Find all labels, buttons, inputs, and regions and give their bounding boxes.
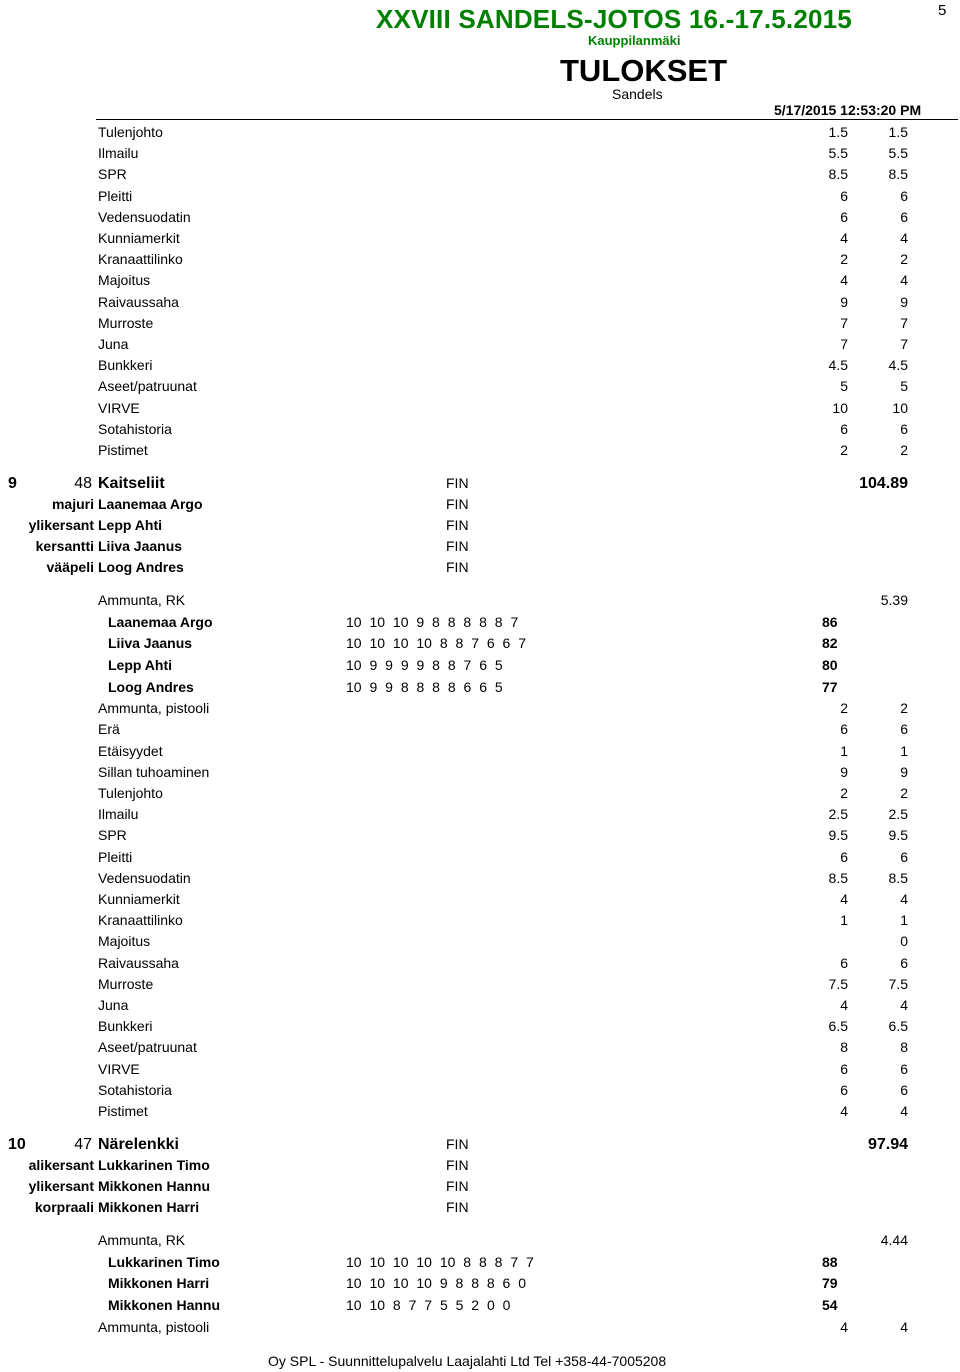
event-name: Ilmailu [98, 145, 139, 161]
event-name: Bunkkeri [98, 357, 153, 373]
event-points: 1 [840, 743, 848, 759]
event-name: Aseet/patruunat [98, 1039, 197, 1055]
team-country: FIN [446, 475, 469, 491]
shooter-total: 88 [822, 1254, 838, 1270]
event-row [0, 698, 960, 720]
event-row [0, 398, 960, 420]
event-total: 6 [900, 849, 908, 865]
event-points: 6 [840, 721, 848, 737]
event-row [0, 186, 960, 208]
event-name: Raivaussaha [98, 955, 179, 971]
member-rank: majuri [51, 496, 94, 512]
event-row [0, 931, 960, 953]
event-points: 7.5 [828, 976, 848, 992]
event-total: 6 [900, 209, 908, 225]
shooter-total: 54 [822, 1297, 838, 1313]
event-row [0, 719, 960, 741]
member-rank: ylikersant [28, 517, 94, 533]
event-row [0, 804, 960, 826]
event-row [0, 355, 960, 377]
event-total: 1.5 [888, 124, 908, 140]
event-name: Pistimet [98, 442, 148, 458]
header-row [0, 1230, 960, 1252]
team-number: 47 [74, 1136, 92, 1153]
member-country: FIN [446, 559, 469, 575]
event-total: 6 [900, 721, 908, 737]
shooter-name: Lukkarinen Timo [108, 1254, 220, 1270]
shooter-shots: 10 10 10 10 8 8 7 6 6 7 [346, 635, 527, 651]
event-total: 4.5 [888, 357, 908, 373]
member-country: FIN [446, 517, 469, 533]
event-row [0, 953, 960, 975]
event-name: Tulenjohto [98, 785, 163, 801]
event-total: 8 [900, 1039, 908, 1055]
event-name: Kranaattilinko [98, 251, 183, 267]
member-row [0, 494, 960, 516]
event-name: Sotahistoria [98, 1082, 172, 1098]
event-row [0, 1317, 960, 1339]
member-name: Mikkonen Hannu [98, 1178, 211, 1194]
results-heading: TULOKSET [560, 53, 728, 88]
member-row [0, 557, 960, 579]
event-row [0, 847, 960, 869]
event-points: 8 [840, 1039, 848, 1055]
event-row [0, 313, 960, 335]
event-name: Sillan tuhoaminen [98, 764, 210, 780]
shooter-total: 77 [822, 679, 838, 695]
competition-venue: Kauppilanmäki [588, 33, 681, 48]
event-total: 2 [900, 442, 908, 458]
event-row [0, 889, 960, 911]
event-points: 4 [840, 230, 848, 246]
shooter-row [0, 1252, 960, 1274]
member-name: Mikkonen Harri [98, 1199, 200, 1215]
event-total: 7 [900, 315, 908, 331]
event-name: Juna [98, 997, 129, 1013]
event-total: 9.5 [888, 827, 908, 843]
event-total: 1 [900, 743, 908, 759]
event-points: 4 [840, 891, 848, 907]
shooter-row [0, 1295, 960, 1317]
event-points: 4 [840, 1319, 848, 1335]
event-row [0, 1037, 960, 1059]
event-name: Murroste [98, 315, 154, 331]
member-name: Lukkarinen Timo [98, 1157, 210, 1173]
event-row [0, 1016, 960, 1038]
event-points: 7 [840, 315, 848, 331]
event-row [0, 228, 960, 250]
event-name: Erä [98, 721, 120, 737]
team-name: Närelenkki [98, 1136, 179, 1153]
event-row [0, 376, 960, 398]
event-row [0, 783, 960, 805]
event-name: Kunniamerkit [98, 891, 180, 907]
shooter-name: Mikkonen Hannu [108, 1297, 221, 1313]
team-name: Kaitseliit [98, 475, 165, 492]
shooter-row [0, 633, 960, 655]
event-total: 4 [900, 272, 908, 288]
shooter-name: Liiva Jaanus [108, 635, 193, 651]
event-points: 2 [840, 442, 848, 458]
shooter-shots: 10 10 10 9 8 8 8 8 8 7 [346, 614, 519, 630]
event-total: 7.5 [888, 976, 908, 992]
event-name: Ammunta, pistooli [98, 1319, 210, 1335]
event-row [0, 334, 960, 356]
event-points: 9 [840, 764, 848, 780]
shooter-shots: 10 10 10 10 9 8 8 8 6 0 [346, 1275, 527, 1291]
event-row [0, 143, 960, 165]
shooter-total: 86 [822, 614, 838, 630]
event-total: 8.5 [888, 166, 908, 182]
event-name: Ammunta, pistooli [98, 700, 210, 716]
section-score: 4.44 [880, 1232, 908, 1248]
member-country: FIN [446, 1199, 469, 1215]
section-name: Ammunta, RK [98, 592, 186, 608]
event-name: Kunniamerkit [98, 230, 180, 246]
event-name: Sotahistoria [98, 421, 172, 437]
event-points: 4.5 [828, 357, 848, 373]
event-points: 6.5 [828, 1018, 848, 1034]
event-row [0, 868, 960, 890]
event-points: 6 [840, 955, 848, 971]
section-score: 5.39 [880, 592, 908, 608]
event-name: Pistimet [98, 1103, 148, 1119]
event-name: Juna [98, 336, 129, 352]
event-name: Majoitus [98, 933, 151, 949]
event-points: 9 [840, 294, 848, 310]
event-name: Vedensuodatin [98, 870, 191, 886]
team-country: FIN [446, 1136, 469, 1152]
event-points: 6 [840, 849, 848, 865]
member-name: Laanemaa Argo [98, 496, 203, 512]
event-total: 4 [900, 997, 908, 1013]
event-name: Ilmailu [98, 806, 139, 822]
event-points: 2 [840, 785, 848, 801]
shooter-row [0, 612, 960, 634]
member-row [0, 1155, 960, 1177]
member-row [0, 515, 960, 537]
event-total: 2 [900, 700, 908, 716]
member-country: FIN [446, 1157, 469, 1173]
event-name: VIRVE [98, 1061, 140, 1077]
event-row [0, 1059, 960, 1081]
event-points: 10 [832, 400, 848, 416]
event-name: VIRVE [98, 400, 140, 416]
team-placing: 9 [8, 475, 17, 492]
event-points: 4 [840, 1103, 848, 1119]
event-row [0, 1101, 960, 1123]
member-rank: korpraali [34, 1199, 94, 1215]
event-points: 7 [840, 336, 848, 352]
team-row [0, 1134, 960, 1156]
event-points: 4 [840, 272, 848, 288]
event-points: 6 [840, 421, 848, 437]
shooter-name: Mikkonen Harri [108, 1275, 210, 1291]
shooter-total: 82 [822, 635, 838, 651]
event-total: 6 [900, 955, 908, 971]
event-row [0, 207, 960, 229]
event-total: 6 [900, 1082, 908, 1098]
shooter-shots: 10 10 10 10 10 8 8 8 7 7 [346, 1254, 534, 1270]
event-name: Bunkkeri [98, 1018, 153, 1034]
event-name: Raivaussaha [98, 294, 179, 310]
shooter-row [0, 1273, 960, 1295]
event-name: Aseet/patruunat [98, 378, 197, 394]
member-rank: kersantti [35, 538, 94, 554]
event-points: 2 [840, 700, 848, 716]
event-row [0, 249, 960, 271]
event-points: 8.5 [828, 166, 848, 182]
event-points: 6 [840, 209, 848, 225]
event-name: Kranaattilinko [98, 912, 183, 928]
shooter-shots: 10 9 9 8 8 8 8 6 6 5 [346, 679, 503, 695]
member-country: FIN [446, 538, 469, 554]
event-total: 6 [900, 1061, 908, 1077]
event-total: 6 [900, 188, 908, 204]
event-name: Murroste [98, 976, 154, 992]
team-row [0, 473, 960, 495]
event-total: 4 [900, 891, 908, 907]
print-timestamp: 5/17/2015 12:53:20 PM [774, 102, 922, 118]
member-row [0, 1197, 960, 1219]
member-row [0, 536, 960, 558]
event-total: 10 [892, 400, 908, 416]
team-score: 97.94 [867, 1136, 908, 1153]
member-rank: ylikersant [28, 1178, 94, 1194]
event-row [0, 995, 960, 1017]
event-name: SPR [98, 166, 127, 182]
event-total: 4 [900, 1319, 908, 1335]
event-points: 1 [840, 912, 848, 928]
event-total: 7 [900, 336, 908, 352]
event-total: 6.5 [888, 1018, 908, 1034]
event-points: 5.5 [828, 145, 848, 161]
member-rank: vääpeli [46, 559, 94, 575]
shooter-name: Lepp Ahti [108, 657, 173, 673]
event-row [0, 292, 960, 314]
event-total: 4 [900, 1103, 908, 1119]
event-total: 2 [900, 785, 908, 801]
event-points: 6 [840, 1061, 848, 1077]
event-total: 6 [900, 421, 908, 437]
event-row [0, 164, 960, 186]
event-name: Etäisyydet [98, 743, 163, 759]
series-name: Sandels [612, 86, 663, 102]
event-row [0, 910, 960, 932]
shooter-shots: 10 10 8 7 7 5 5 2 0 0 [346, 1297, 511, 1313]
event-total: 5 [900, 378, 908, 394]
shooter-total: 79 [822, 1275, 838, 1291]
event-points: 2.5 [828, 806, 848, 822]
event-total: 2 [900, 251, 908, 267]
shooter-total: 80 [822, 657, 838, 673]
member-country: FIN [446, 1178, 469, 1194]
event-row [0, 1080, 960, 1102]
event-total: 8.5 [888, 870, 908, 886]
competition-title: XXVIII SANDELS-JOTOS 16.-17.5.2015 [376, 4, 852, 34]
team-placing: 10 [8, 1136, 26, 1153]
member-name: Lepp Ahti [98, 517, 163, 533]
page-footer: Oy SPL - Suunnittelupalvelu Laajalahti Ltd Tel +358-44-7005208 [268, 1353, 667, 1369]
header-row [0, 590, 960, 612]
event-total: 9 [900, 294, 908, 310]
shooter-name: Loog Andres [108, 679, 194, 695]
team-score: 104.89 [859, 475, 908, 492]
event-row [0, 122, 960, 144]
event-name: SPR [98, 827, 127, 843]
event-points: 2 [840, 251, 848, 267]
event-row [0, 440, 960, 462]
section-name: Ammunta, RK [98, 1232, 186, 1248]
member-rank: alikersant [28, 1157, 94, 1173]
event-row [0, 974, 960, 996]
shooter-shots: 10 9 9 9 9 8 8 7 6 5 [346, 657, 503, 673]
event-total: 1 [900, 912, 908, 928]
event-points: 1.5 [828, 124, 848, 140]
event-points: 6 [840, 1082, 848, 1098]
team-number: 48 [74, 475, 92, 492]
event-name: Majoitus [98, 272, 151, 288]
event-total: 9 [900, 764, 908, 780]
header-divider [96, 119, 958, 120]
event-points: 5 [840, 378, 848, 394]
event-points: 4 [840, 997, 848, 1013]
event-total: 2.5 [888, 806, 908, 822]
event-row [0, 825, 960, 847]
member-country: FIN [446, 496, 469, 512]
event-name: Pleitti [98, 188, 133, 204]
event-points: 6 [840, 188, 848, 204]
event-points: 8.5 [828, 870, 848, 886]
shooter-row [0, 655, 960, 677]
event-row [0, 419, 960, 441]
event-total: 4 [900, 230, 908, 246]
member-name: Loog Andres [98, 559, 184, 575]
page-number: 5 [938, 2, 947, 19]
event-row [0, 741, 960, 763]
member-name: Liiva Jaanus [98, 538, 183, 554]
shooter-row [0, 677, 960, 699]
event-total: 0 [900, 933, 908, 949]
event-points: 9.5 [828, 827, 848, 843]
event-name: Pleitti [98, 849, 133, 865]
member-row [0, 1176, 960, 1198]
event-name: Vedensuodatin [98, 209, 191, 225]
event-total: 5.5 [888, 145, 908, 161]
event-row [0, 270, 960, 292]
event-name: Tulenjohto [98, 124, 163, 140]
shooter-name: Laanemaa Argo [108, 614, 213, 630]
event-row [0, 762, 960, 784]
